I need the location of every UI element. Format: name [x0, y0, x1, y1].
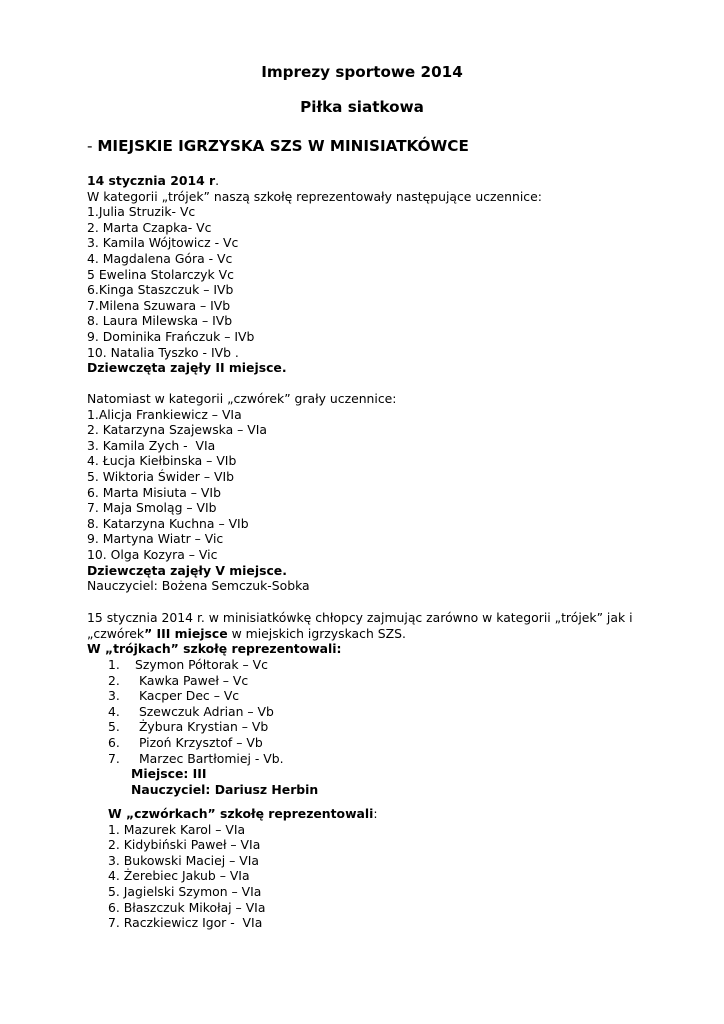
date-line [87, 173, 687, 189]
list-item [108, 657, 668, 673]
list-number: 6. [108, 734, 120, 750]
list-text: Pizoń Krzysztof – Vb [135, 734, 263, 750]
list-item: 2. Marta Czapka- Vc [87, 219, 212, 235]
list-item: 10. Olga Kozyra – Vic [87, 546, 218, 562]
list-item [108, 751, 668, 767]
list-item [108, 735, 668, 751]
list-item: 3. Kamila Wójtowicz - Vc [87, 235, 239, 251]
list-item [108, 673, 668, 689]
intro-line: W kategorii „trójek” naszą szkołę reprezentowały następujące uczennice: [87, 188, 542, 204]
list-item: 7. Raczkiewicz Igor - VIa [108, 915, 263, 931]
list-item [108, 704, 668, 720]
section-title-text: MIEJSKIE IGRZYSKA SZS W MINISIATKÓWCE [97, 137, 469, 155]
list-item: 4. Magdalena Góra - Vc [87, 250, 233, 266]
boys-intro-block [87, 610, 687, 657]
list-item: 8. Katarzyna Kuchna – VIb [87, 515, 249, 531]
boys-trojki-list [108, 657, 668, 797]
czworki-heading-bold: W „czwórkach” szkołę reprezentowali [108, 806, 374, 821]
czworki-heading [108, 806, 668, 822]
date-rest: . [215, 173, 220, 188]
list-item [108, 688, 668, 704]
list-item: 4. Żerebiec Jakub – VIa [108, 868, 250, 884]
result-line: Dziewczęta zajęły V miejsce. [87, 562, 287, 578]
list-item: 2. Kidybiński Paweł – VIa [108, 837, 261, 853]
list-item: 1. Mazurek Karol – VIa [108, 821, 246, 837]
list-number: 1. [108, 657, 120, 672]
teacher-line: Nauczyciel: Dariusz Herbin [131, 781, 319, 797]
list-item: 9. Dominika Frańczuk – IVb [87, 328, 255, 344]
list-item: 1.Julia Struzik- Vc [87, 204, 196, 220]
section-dash: - [87, 137, 98, 155]
line2-part-c: w miejskich igrzyskach SZS. [227, 625, 406, 641]
list-text: Kawka Paweł – Vc [135, 672, 249, 688]
list-item: 5. Jagielski Szymon – VIa [108, 883, 262, 899]
list-item: 5. Wiktoria Świder – VIb [87, 468, 234, 484]
page-title: Imprezy sportowe 2014 [261, 63, 463, 81]
list-number: 4. [108, 703, 120, 719]
line2-part-b: ” III miejsce [144, 625, 228, 641]
result-line: Dziewczęta zajęły II miejsce. [87, 360, 287, 376]
intro-line: Natomiast w kategorii „czwórek” grały uczennice: [87, 391, 397, 406]
girls-czworki-block [87, 391, 687, 594]
list-text: Marzec Bartłomiej - Vb. [135, 750, 284, 766]
list-item: 6. Marta Misiuta – VIb [87, 484, 221, 500]
list-item: 6. Błaszczuk Mikołaj – VIa [108, 899, 266, 915]
list-item: 10. Natalia Tyszko - IVb . [87, 344, 239, 360]
section-title [87, 137, 469, 155]
place-line: Miejsce: III [131, 766, 207, 782]
line2-part-a: „czwórek [87, 625, 145, 641]
list-item: 7.Milena Szuwara – IVb [87, 297, 231, 313]
teacher-line: Nauczyciel: Bożena Semczuk-Sobka [87, 578, 310, 594]
list-number: 3. [108, 688, 120, 704]
czworki-heading-rest: : [373, 806, 378, 821]
list-text: Szewczuk Adrian – Vb [135, 703, 274, 719]
numbered-list [108, 657, 668, 766]
list-item: 2. Katarzyna Szajewska – VIa [87, 422, 267, 438]
list-item: 5 Ewelina Stolarczyk Vc [87, 266, 234, 282]
boys-czworki-block [108, 806, 668, 931]
trojki-heading: W „trójkach” szkołę reprezentowali: [87, 641, 342, 657]
list-item: 3. Bukowski Maciej – VIa [108, 852, 259, 868]
list-text: Szymon Półtorak – Vc [135, 657, 268, 672]
list-item [108, 719, 668, 735]
girls-trojki-block [87, 173, 687, 376]
list-number: 2. [108, 672, 120, 688]
boys-intro-line1: 15 stycznia 2014 r. w minisiatkówkę chłopcy zajmując zarówno w kategorii „trójek” jak i [87, 610, 633, 625]
page-subtitle: Piłka siatkowa [300, 98, 424, 116]
boys-intro-line2 [87, 626, 687, 642]
date-bold: 14 stycznia 2014 r [87, 173, 216, 188]
list-number: 5. [108, 719, 120, 735]
list-item: 9. Martyna Wiatr – Vic [87, 531, 224, 547]
list-item: 4. Łucja Kiełbinska – VIb [87, 453, 237, 469]
list-number: 7. [108, 750, 120, 766]
list-item: 8. Laura Milewska – IVb [87, 313, 233, 329]
list-item: 3. Kamila Zych - VIa [87, 437, 216, 453]
list-item: 6.Kinga Staszczuk – IVb [87, 282, 234, 298]
list-text: Kacper Dec – Vc [135, 688, 240, 704]
list-text: Żybura Krystian – Vb [135, 719, 269, 735]
list-item: 7. Maja Smoląg – VIb [87, 500, 217, 516]
list-item: 1.Alicja Frankiewicz – VIa [87, 406, 242, 422]
